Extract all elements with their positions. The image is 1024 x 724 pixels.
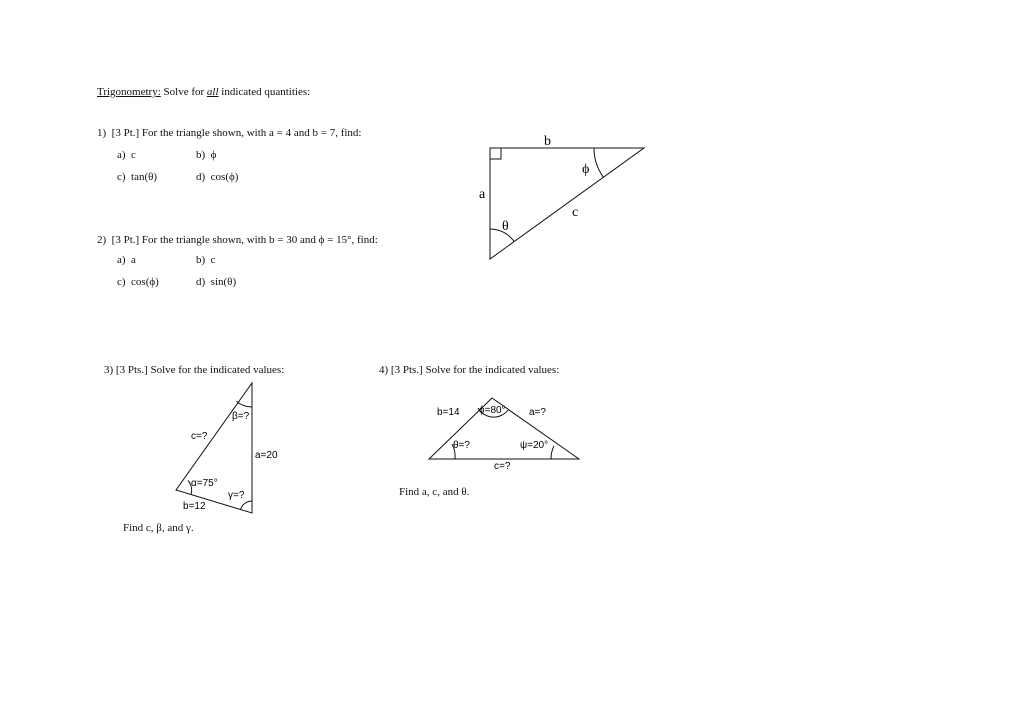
problem-2-part-a: a) a — [117, 254, 136, 266]
figure-4-psi-arc — [551, 446, 554, 459]
figure-1-outline — [490, 148, 644, 259]
figure-4-label-psi: ψ=20° — [520, 440, 549, 451]
figure-3-label-gamma: γ=? — [228, 490, 245, 501]
problem-2-number: 2) — [97, 234, 107, 246]
problem-3-points: [3 Pts.] — [115, 364, 148, 376]
figure-4-label-b: b=14 — [437, 407, 460, 418]
figure-4-label-phi: ϕ=80° — [479, 405, 506, 416]
problem-3-find: Find c, β, and γ. — [123, 522, 194, 534]
figure-1-label-phi: ϕ — [582, 162, 590, 177]
figure-4-label-c: c=? — [494, 461, 511, 472]
figure-3-label-b: b=12 — [183, 501, 206, 512]
problem-2-part-c: c) cos(ϕ) — [117, 276, 159, 288]
figure-1-triangle — [490, 148, 644, 259]
problem-2-part-b: b) c — [196, 254, 216, 266]
problem-4-points: [3 Pts.] — [390, 364, 423, 376]
problem-2-points: [3 Pt.] — [111, 234, 140, 246]
figure-3-label-a: a=20 — [255, 450, 278, 461]
figure-1-phi-arc — [594, 148, 603, 177]
instruction-emphasis: all — [206, 86, 219, 98]
problem-1-points: [3 Pt.] — [111, 127, 140, 139]
problem-4-number: 4) — [379, 364, 389, 376]
problem-1-text: For the triangle shown, with a = 4 and b = 7, find: — [141, 127, 362, 139]
figure-4-label-theta: θ=? — [453, 440, 470, 451]
instruction-post: indicated quantities: — [218, 86, 311, 98]
figure-3-gamma-arc — [241, 501, 253, 510]
figure-1-label-theta: θ — [502, 219, 509, 234]
figure-3-label-beta: β=? — [232, 411, 250, 422]
problem-2-text: For the triangle shown, with b = 30 and ϕ = 15°, find: — [141, 234, 378, 246]
figure-3-label-alpha: α=75° — [191, 478, 218, 489]
problem-1-part-c: c) tan(θ) — [117, 171, 158, 183]
title-topic: Trigonometry: — [97, 86, 161, 98]
instruction-pre: Solve for — [163, 86, 207, 98]
problem-3-text: Solve for the indicated values: — [150, 364, 285, 376]
figure-4-label-a: a=? — [529, 407, 546, 418]
problem-1-part-d: d) cos(ϕ) — [196, 171, 239, 183]
figure-1-label-b: b — [544, 134, 551, 149]
figure-1-right-angle-mark — [490, 148, 501, 159]
problem-1-part-b: b) ϕ — [196, 149, 217, 161]
problem-4-find: Find a, c, and θ. — [399, 486, 470, 498]
figure-1-label-a: a — [479, 187, 486, 202]
problem-1-number: 1) — [97, 127, 107, 139]
problem-4-text: Solve for the indicated values: — [425, 364, 560, 376]
problem-3-number: 3) — [104, 364, 114, 376]
figure-1-label-c: c — [572, 205, 579, 220]
figure-3-label-c: c=? — [191, 431, 208, 442]
problem-2-part-d: d) sin(θ) — [196, 276, 237, 288]
problem-1-part-a: a) c — [117, 149, 136, 161]
